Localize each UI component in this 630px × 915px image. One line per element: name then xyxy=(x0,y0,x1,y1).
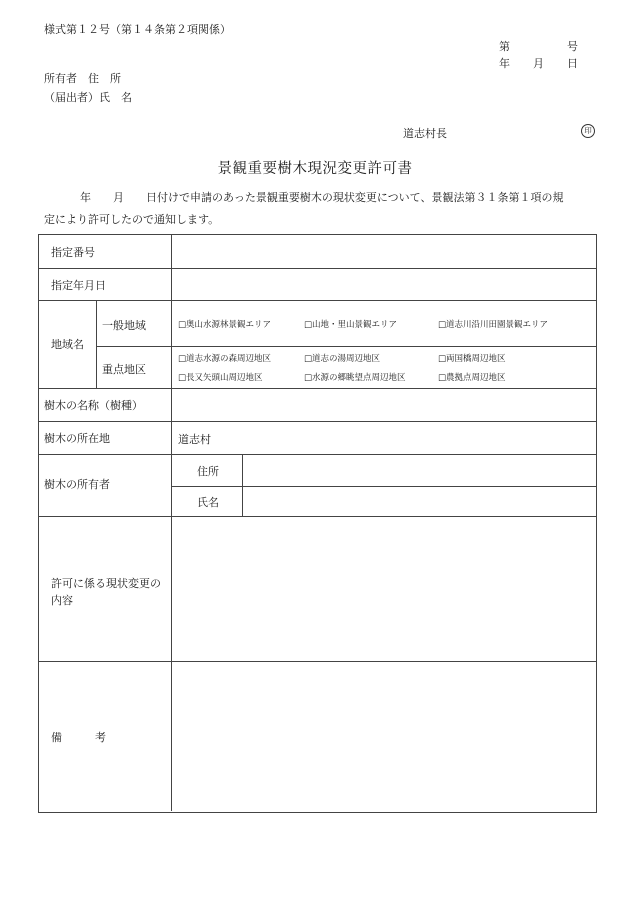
designation-date-field[interactable] xyxy=(172,269,595,300)
option-okuyama-forest[interactable]: □奥山水源林景観エリア xyxy=(178,320,272,330)
designation-number-field[interactable] xyxy=(172,235,595,268)
owner-name-cell-label: 氏名 xyxy=(197,496,219,509)
option-suigen-viewpoint[interactable]: □水源の郷眺望点周辺地区 xyxy=(304,373,406,383)
date-day: 日 xyxy=(567,57,578,70)
tree-name-label: 樹木の名称（樹種） xyxy=(44,399,143,412)
option-doshi-onsen[interactable]: □道志の湯周辺地区 xyxy=(304,354,381,364)
owner-address-label: 所有者 住 所 xyxy=(44,72,121,85)
intro-month: 月 xyxy=(113,191,124,204)
document-title: 景観重要樹木現況変更許可書 xyxy=(217,161,413,177)
form-number: 様式第１２号（第１４条第２項関係） xyxy=(44,23,231,36)
change-content-label: 許可に係る現状変更の内容 xyxy=(51,577,161,607)
number-prefix: 第 xyxy=(499,40,510,53)
area-name-label: 地域名 xyxy=(51,338,84,351)
priority-area-label: 重点地区 xyxy=(102,363,146,376)
date-year: 年 xyxy=(499,57,510,70)
issuer-title: 道志村長 xyxy=(403,127,447,140)
option-ryogoku-bridge[interactable]: □両国橋周辺地区 xyxy=(438,354,506,364)
intro-year: 年 xyxy=(80,191,91,204)
remarks-field[interactable] xyxy=(172,662,595,811)
seal-mark: 印 xyxy=(581,124,595,138)
general-area-label: 一般地域 xyxy=(102,319,146,332)
intro-line-1: 日付けで申請のあった景観重要樹木の現状変更について、景観法第３１条第１項の規 xyxy=(146,191,564,204)
change-content-field[interactable] xyxy=(172,517,595,661)
tree-location-label: 樹木の所在地 xyxy=(44,432,110,445)
intro-line-2: 定により許可したので通知します。 xyxy=(44,213,220,226)
tree-name-field[interactable] xyxy=(172,389,595,421)
owner-address-field[interactable] xyxy=(243,455,595,486)
tree-location-value[interactable]: 道志村 xyxy=(178,433,211,446)
notifier-name-label: （届出者）氏 名 xyxy=(44,91,132,104)
designation-number-label: 指定番号 xyxy=(51,246,95,259)
option-doshi-river-rural[interactable]: □道志川沿川田園景観エリア xyxy=(438,320,549,330)
owner-address-cell-label: 住所 xyxy=(197,465,219,478)
designation-date-label: 指定年月日 xyxy=(51,279,106,292)
option-sanchi-satoyama[interactable]: □山地・里山景観エリア xyxy=(304,320,398,330)
remarks-label: 備 考 xyxy=(51,731,106,744)
tree-owner-label: 樹木の所有者 xyxy=(44,478,110,491)
option-agri-base[interactable]: □農拠点周辺地区 xyxy=(438,373,506,383)
option-nagamata-yatozu[interactable]: □長又矢頭山周辺地区 xyxy=(178,373,263,383)
date-month: 月 xyxy=(533,57,544,70)
option-doshi-suigen-forest[interactable]: □道志水源の森周辺地区 xyxy=(178,354,272,364)
owner-name-field[interactable] xyxy=(243,487,595,516)
number-suffix: 号 xyxy=(567,40,578,53)
